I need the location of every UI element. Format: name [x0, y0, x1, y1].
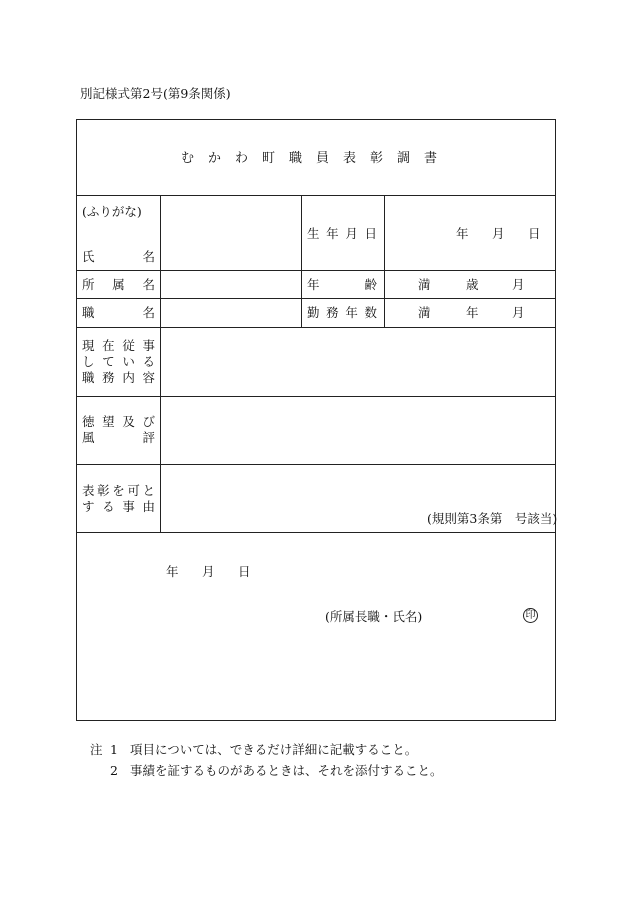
- note-number: 1: [110, 742, 118, 757]
- note-text: 項目については、できるだけ詳細に記載すること。: [130, 742, 418, 757]
- birth-day-unit: 日: [528, 226, 541, 241]
- virtue-field[interactable]: [161, 397, 555, 463]
- row-divider: [76, 532, 556, 533]
- date-year-unit: 年: [166, 564, 179, 579]
- signer-label: (所属長職・氏名): [325, 609, 423, 624]
- service-years-unit: 年: [466, 305, 479, 320]
- reason-label-line1: 表 彰 を 可 と: [82, 483, 155, 498]
- affiliation-field[interactable]: [160, 271, 300, 297]
- name-field[interactable]: [160, 196, 300, 269]
- date-month-unit: 月: [202, 564, 215, 579]
- duties-label-line2: し て い る: [82, 354, 155, 369]
- virtue-label-line2: 風 評: [82, 430, 155, 445]
- birthdate-label: 生 年 月 日: [307, 226, 377, 241]
- age-months-unit: 月: [512, 277, 525, 292]
- duties-field[interactable]: [161, 328, 555, 395]
- service-months-unit: 月: [512, 305, 525, 320]
- note-text: 事績を証するものがあるときは、それを添付すること。: [130, 763, 443, 778]
- name-label: 氏 名: [82, 249, 155, 264]
- affiliation-label: 所 属 名: [82, 277, 155, 292]
- position-field[interactable]: [160, 299, 300, 326]
- position-label: 職 名: [82, 305, 155, 320]
- date-day-unit: 日: [238, 564, 251, 579]
- form-number: 別記様式第2号(第9条関係): [80, 86, 231, 101]
- duties-label-line3: 職 務 内 容: [82, 370, 155, 385]
- form-title: むかわ町職員表彰調書: [180, 151, 451, 166]
- furigana-label: (ふりがな): [82, 204, 142, 219]
- duties-label-line1: 現 在 従 事: [82, 338, 155, 353]
- rule-reference: (規則第3条第 号該当): [427, 511, 558, 526]
- birth-month-unit: 月: [492, 226, 505, 241]
- birth-year-unit: 年: [456, 226, 469, 241]
- column-divider: [301, 195, 302, 327]
- virtue-label-line1: 徳 望 及 び: [82, 414, 155, 429]
- age-years-unit: 歳: [466, 277, 479, 292]
- seal-icon: 印: [523, 608, 538, 623]
- age-man: 満: [418, 277, 431, 292]
- reason-label-line2: す る 事 由: [82, 499, 155, 514]
- service-man: 満: [418, 305, 431, 320]
- note-number: 2: [110, 763, 118, 778]
- service-years-label: 勤 務 年 数: [307, 305, 377, 320]
- notes-prefix: 注: [90, 742, 103, 757]
- age-label: 年 齢: [307, 277, 377, 292]
